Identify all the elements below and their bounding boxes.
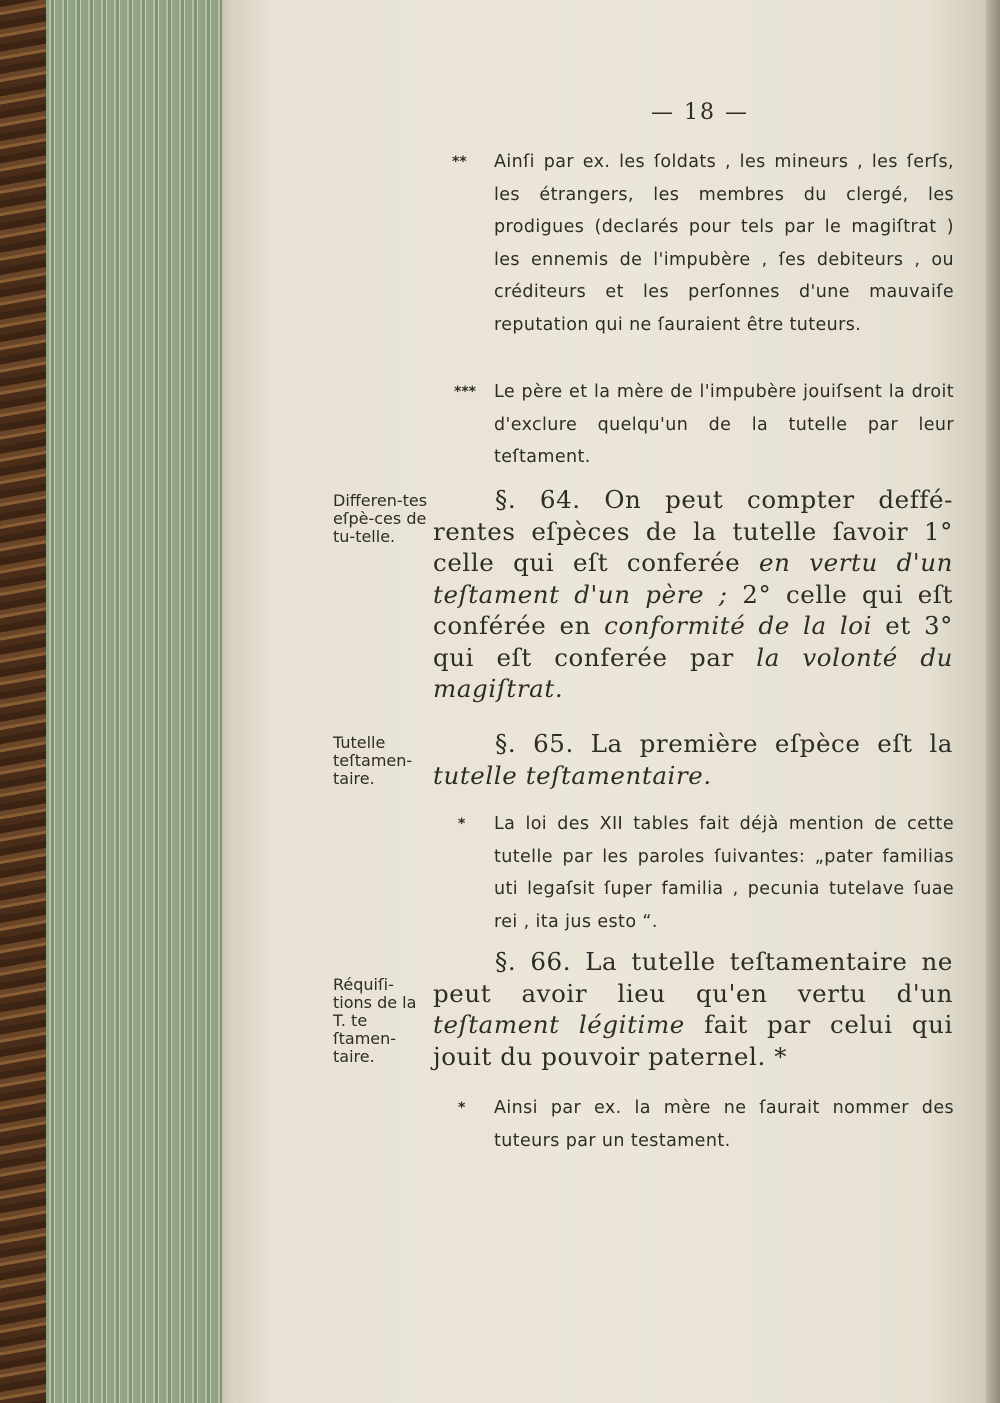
footnote-text: Ainſi par ex. les ſoldats , les mineurs , les ſerſs, les étrangers, les membres du clergé, les prodigues (declarés pour tels par le magiſtrat ) les ennemis de l'impubère , ſes debiteurs , ou créditeurs et les perſonnes d'une mauvaiſe reputation qui ne ſauraient être tuteurs. bbox=[494, 152, 954, 335]
book-cover-marbled bbox=[0, 0, 48, 1403]
section-number: §. 66. bbox=[495, 947, 572, 976]
footnote-double-star bbox=[452, 146, 954, 341]
section-64 bbox=[433, 484, 953, 705]
section-text: On peut compter deffé-rentes eſpèces de la tutelle ſavoir 1° celle qui eſt conferée bbox=[433, 485, 954, 577]
footnote-text: Ainsi par ex. la mère ne ſaurait nommer des tuteurs par un testament. bbox=[494, 1098, 954, 1151]
margin-note-65: Tutelle teſtamen-taire. bbox=[333, 733, 413, 788]
footnote-triple-star bbox=[454, 376, 954, 474]
section-text: 2° celle qui eſt conférée en bbox=[433, 579, 953, 640]
footnote-mark: * bbox=[458, 816, 466, 832]
section-text: La tutelle teſtamentaire ne peut avoir lieu qu'en vertu d'un bbox=[433, 947, 954, 1008]
footnote-text: La loi des XII tables fait déjà mention de cette tutelle par les paroles ſuivantes: „pater familias uti legaſsit ſuper familia , pecunia tutelave ſuae rei , ita jus esto “. bbox=[494, 814, 954, 932]
footnote-mark: * bbox=[458, 1100, 466, 1116]
section-italic: conformité de la loi bbox=[604, 611, 873, 640]
section-italic: la volonté du magiſtrat. bbox=[433, 642, 953, 703]
section-number: §. 64. bbox=[495, 485, 581, 514]
footnote-65 bbox=[458, 808, 954, 938]
footnote-66 bbox=[458, 1092, 954, 1157]
footnote-mark: ** bbox=[452, 154, 467, 170]
page-number: — 18 — bbox=[651, 100, 749, 125]
section-text: et 3° qui eſt conferée par bbox=[433, 611, 953, 672]
section-65 bbox=[433, 728, 953, 791]
section-text: fait par celui qui jouit du pouvoir paternel. * bbox=[433, 1010, 953, 1071]
footnote-mark: *** bbox=[454, 384, 476, 400]
section-italic: tutelle teſtamentaire. bbox=[433, 760, 712, 790]
section-italic: teſtament légitime bbox=[433, 1010, 685, 1039]
margin-note-64: Differen-tes eſpè-ces de tu-telle. bbox=[333, 491, 428, 546]
page-edges bbox=[46, 0, 236, 1403]
footnote-text: Le père et la mère de l'impubère jouiſsent la droit d'exclure quelqu'un de la tutelle par leur teſtament. bbox=[494, 382, 954, 467]
section-number: §. 65. bbox=[495, 729, 574, 758]
section-italic: en vertu d'un teſtament d'un père ; bbox=[433, 548, 953, 609]
section-66 bbox=[433, 946, 953, 1072]
section-text: La première eſpèce eſt la bbox=[590, 729, 954, 758]
page-right-edge bbox=[986, 0, 1000, 1403]
margin-note-66: Réquiſi-tions de la T. te ſtamen-taire. bbox=[333, 975, 417, 1066]
